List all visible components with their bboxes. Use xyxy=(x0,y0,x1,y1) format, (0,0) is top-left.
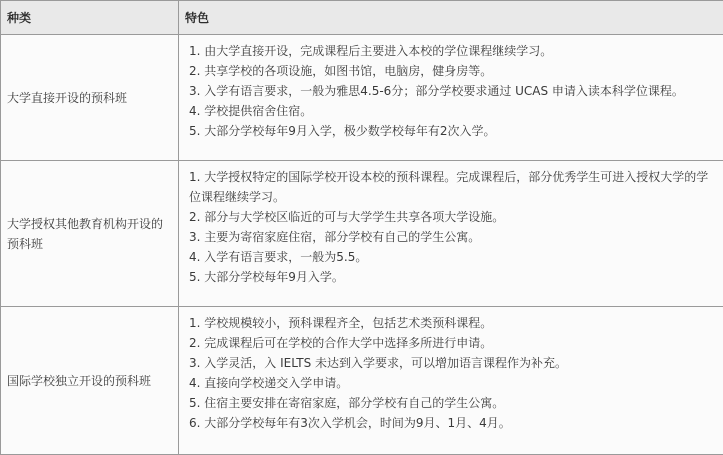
row-kind: 国际学校独立开设的预科班 xyxy=(1,307,179,455)
feature-item: 3. 入学灵活，入 IELTS 未达到入学要求，可以增加语言课程作为补充。 xyxy=(189,353,717,373)
feature-item: 5. 大部分学校每年9月入学，极少数学校每年有2次入学。 xyxy=(189,121,717,141)
row-kind: 大学授权其他教育机构开设的预科班 xyxy=(1,161,179,307)
feature-item: 4. 直接向学校递交入学申请。 xyxy=(189,373,717,393)
feature-item: 6. 大部分学校每年有3次入学机会，时间为9月、1月、4月。 xyxy=(189,413,717,433)
feature-item: 3. 主要为寄宿家庭住宿，部分学校有自己的学生公寓。 xyxy=(189,227,717,247)
feature-item: 1. 学校规模较小，预科课程齐全，包括艺术类预科课程。 xyxy=(189,313,717,333)
feature-item: 4. 入学有语言要求，一般为5.5。 xyxy=(189,247,717,267)
feature-item: 3. 入学有语言要求，一般为雅思4.5-6分；部分学校要求通过 UCAS 申请入读本科学位课程。 xyxy=(189,81,717,101)
table-row xyxy=(1,307,723,455)
row-features xyxy=(179,307,723,455)
feature-item: 5. 大部分学校每年9月入学。 xyxy=(189,267,717,287)
feature-item: 2. 部分与大学校区临近的可与大学学生共享各项大学设施。 xyxy=(189,207,717,227)
row-features xyxy=(179,161,723,307)
feature-item: 5. 住宿主要安排在寄宿家庭，部分学校有自己的学生公寓。 xyxy=(189,393,717,413)
header-features: 特色 xyxy=(179,1,723,35)
table-header-row xyxy=(1,1,723,35)
feature-item: 4. 学校提供宿舍住宿。 xyxy=(189,101,717,121)
feature-item: 1. 大学授权特定的国际学校开设本校的预科课程。完成课程后，部分优秀学生可进入授权大学的学位课程继续学习。 xyxy=(189,167,717,207)
row-features xyxy=(179,35,723,161)
feature-item: 1. 由大学直接开设，完成课程后主要进入本校的学位课程继续学习。 xyxy=(189,41,717,61)
row-kind: 大学直接开设的预科班 xyxy=(1,35,179,161)
feature-item: 2. 完成课程后可在学校的合作大学中选择多所进行申请。 xyxy=(189,333,717,353)
table-row xyxy=(1,35,723,161)
table-row xyxy=(1,161,723,307)
header-kind: 种类 xyxy=(1,1,179,35)
feature-item: 2. 共享学校的各项设施，如图书馆，电脑房，健身房等。 xyxy=(189,61,717,81)
